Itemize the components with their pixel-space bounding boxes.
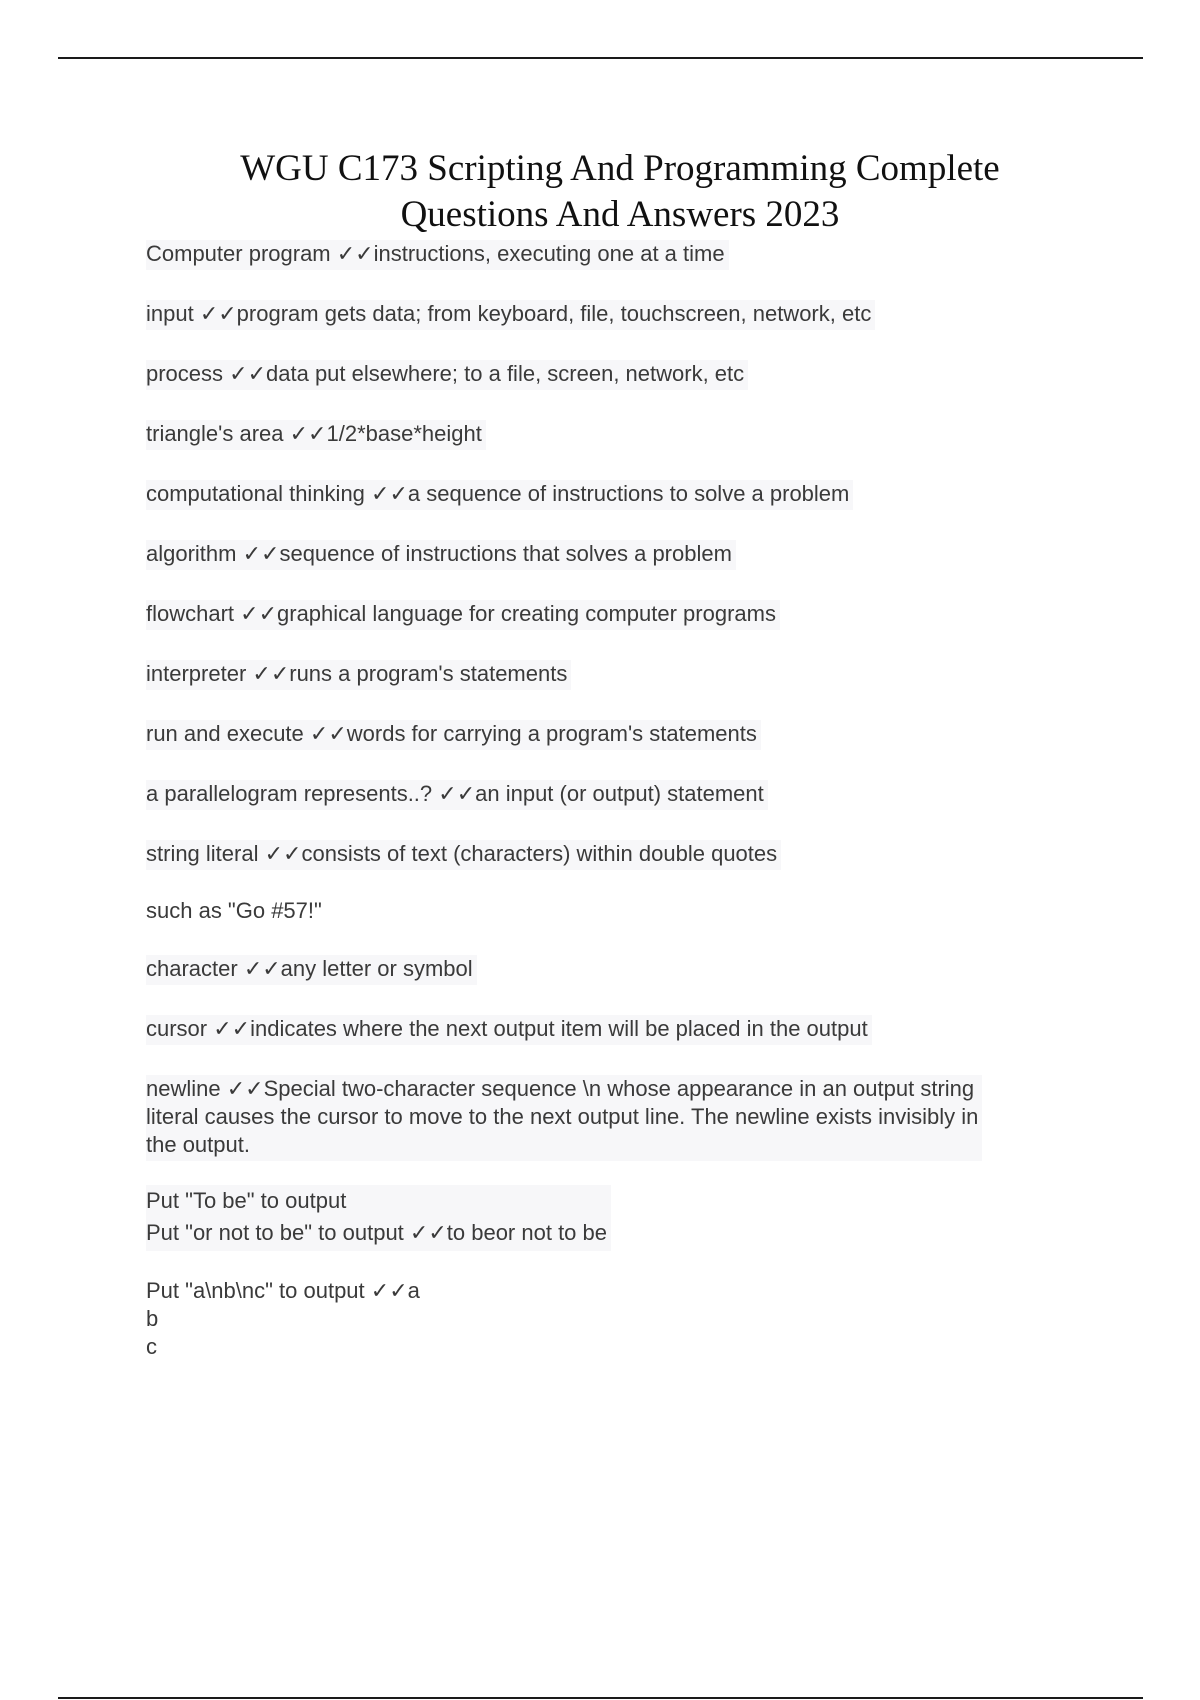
qa-row bbox=[146, 720, 1076, 780]
qa-entry: algorithm ✓✓sequence of instructions that solves a problem bbox=[146, 540, 736, 570]
title-line-1: WGU C173 Scripting And Programming Complete bbox=[240, 148, 1000, 189]
qa-entry: run and execute ✓✓words for carrying a program's statements bbox=[146, 720, 761, 750]
top-rule bbox=[58, 57, 1143, 59]
qa-entry: Put "To be" to output Put "or not to be" to output ✓✓to beor not to be bbox=[146, 1185, 611, 1251]
qa-row bbox=[146, 660, 1076, 720]
qa-row bbox=[146, 1277, 1076, 1363]
qa-row bbox=[146, 240, 1076, 300]
qa-entry-continuation: such as "Go #57!" bbox=[146, 898, 322, 923]
qa-entry: string literal ✓✓consists of text (characters) within double quotes bbox=[146, 840, 781, 870]
qa-row bbox=[146, 897, 1076, 955]
page-title bbox=[100, 146, 1140, 238]
qa-entry: Put "a\nb\nc" to output ✓✓a b c bbox=[146, 1278, 420, 1359]
qa-row bbox=[146, 420, 1076, 480]
qa-entry: newline ✓✓Special two-character sequence \n whose appearance in an output string literal causes the cursor to move to the next output line. The newline exists invisibly in the output. bbox=[146, 1075, 982, 1161]
bottom-rule bbox=[58, 1697, 1143, 1699]
qa-row bbox=[146, 540, 1076, 600]
qa-entry: interpreter ✓✓runs a program's statements bbox=[146, 660, 571, 690]
qa-list bbox=[146, 240, 1076, 1363]
qa-row bbox=[146, 780, 1076, 840]
qa-entry: a parallelogram represents..? ✓✓an input (or output) statement bbox=[146, 780, 768, 810]
qa-row bbox=[146, 360, 1076, 420]
qa-entry: flowchart ✓✓graphical language for creating computer programs bbox=[146, 600, 780, 630]
qa-entry: triangle's area ✓✓1/2*base*height bbox=[146, 420, 486, 450]
qa-row bbox=[146, 840, 1076, 897]
title-line-2: Questions And Answers 2023 bbox=[400, 194, 840, 235]
qa-entry: Computer program ✓✓instructions, executing one at a time bbox=[146, 240, 729, 270]
qa-row bbox=[146, 480, 1076, 540]
qa-row bbox=[146, 1075, 1076, 1185]
qa-row bbox=[146, 300, 1076, 360]
qa-entry: computational thinking ✓✓a sequence of instructions to solve a problem bbox=[146, 480, 853, 510]
qa-entry: process ✓✓data put elsewhere; to a file, screen, network, etc bbox=[146, 360, 748, 390]
qa-row bbox=[146, 1015, 1076, 1075]
qa-entry: input ✓✓program gets data; from keyboard, file, touchscreen, network, etc bbox=[146, 300, 875, 330]
qa-row bbox=[146, 1185, 1076, 1277]
qa-row bbox=[146, 955, 1076, 1015]
qa-entry: character ✓✓any letter or symbol bbox=[146, 955, 477, 985]
qa-row bbox=[146, 600, 1076, 660]
qa-entry: cursor ✓✓indicates where the next output item will be placed in the output bbox=[146, 1015, 872, 1045]
